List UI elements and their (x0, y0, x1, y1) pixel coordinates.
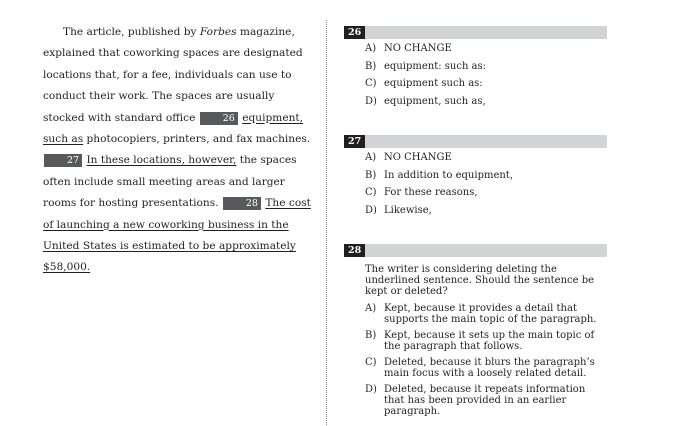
choice-26-b[interactable] (365, 61, 605, 72)
choice-letter: C) (365, 78, 377, 89)
question-marker-27[interactable]: 27 (44, 154, 82, 167)
choice-letter: D) (365, 95, 377, 107)
choice-text: For these reasons, (384, 187, 478, 198)
question-header-27 (344, 135, 607, 148)
choices-26 (365, 43, 605, 107)
choice-letter: C) (365, 187, 377, 198)
choice-28-d[interactable] (365, 384, 605, 417)
choice-text: NO CHANGE (384, 43, 452, 54)
publication-name: Forbes (199, 26, 237, 38)
choice-text: Likewise, (384, 204, 432, 216)
choice-28-b[interactable] (365, 330, 605, 352)
question-header-26 (344, 26, 607, 39)
question-marker-28[interactable]: 28 (223, 197, 261, 210)
choice-text: In addition to equipment, (384, 169, 514, 181)
choice-26-c[interactable] (365, 78, 605, 89)
underlined-text-26: equipment, such as (43, 111, 304, 146)
underlined-text-27: In these locations, however, (86, 154, 237, 167)
choice-27-c[interactable] (365, 187, 605, 198)
choice-text: Kept, because it provides a detail that supports the main topic of the paragraph. (384, 303, 597, 325)
passage-paragraph (43, 22, 313, 279)
question-stem-28: The writer is considering deleting the underlined sentence. Should the sentence be kept or deleted? (365, 264, 595, 297)
choices-28 (365, 264, 605, 417)
passage (43, 22, 313, 279)
choice-28-c[interactable] (365, 357, 605, 379)
question-number-27: 27 (344, 135, 365, 148)
choice-letter: A) (365, 303, 377, 314)
choice-letter: A) (365, 152, 377, 163)
choice-letter: C) (365, 357, 377, 368)
choice-text: equipment such as: (384, 78, 483, 89)
choice-text: Kept, because it sets up the main topic of the paragraph that follows. (384, 330, 595, 352)
choice-letter: B) (365, 169, 377, 181)
passage-text: the spaces often include small meeting areas and larger rooms for hosting presentations. (43, 154, 297, 210)
question-number-26: 26 (344, 26, 365, 39)
choice-letter: B) (365, 330, 377, 341)
choice-text: Deleted, because it repeats information that has been provided in an earlier paragraph. (384, 384, 586, 417)
passage-text: photocopiers, printers, and fax machines. (83, 133, 311, 146)
choice-text: Deleted, because it blurs the paragraph’s main focus with a loosely related detail. (384, 357, 595, 379)
choice-letter: D) (365, 204, 377, 216)
choice-27-a[interactable] (365, 152, 605, 163)
column-divider (326, 20, 327, 425)
choice-text: NO CHANGE (384, 152, 452, 163)
choice-text: equipment: such as: (384, 60, 487, 72)
choice-28-a[interactable] (365, 303, 605, 325)
choices-27 (365, 152, 605, 216)
choice-text: equipment, such as, (384, 95, 486, 107)
choice-27-b[interactable] (365, 170, 605, 181)
choice-26-d[interactable] (365, 96, 605, 107)
choice-26-a[interactable] (365, 43, 605, 54)
choice-letter: B) (365, 60, 377, 72)
passage-text: The article, published by (63, 26, 200, 38)
choice-27-d[interactable] (365, 205, 605, 216)
choice-letter: A) (365, 43, 377, 54)
choice-letter: D) (365, 384, 377, 395)
question-header-28 (344, 244, 607, 257)
passage-text: magazine, explained that coworking spaces are designated locations that, for a fee, individuals can use to conduct their work. The spaces are usually stocked with standard office (43, 26, 303, 124)
question-marker-26[interactable]: 26 (200, 112, 238, 125)
underlined-text-28: The cost of launching a new coworking business in the United States is estimated to be approximately $58,000. (43, 197, 311, 274)
question-number-28: 28 (344, 244, 365, 257)
